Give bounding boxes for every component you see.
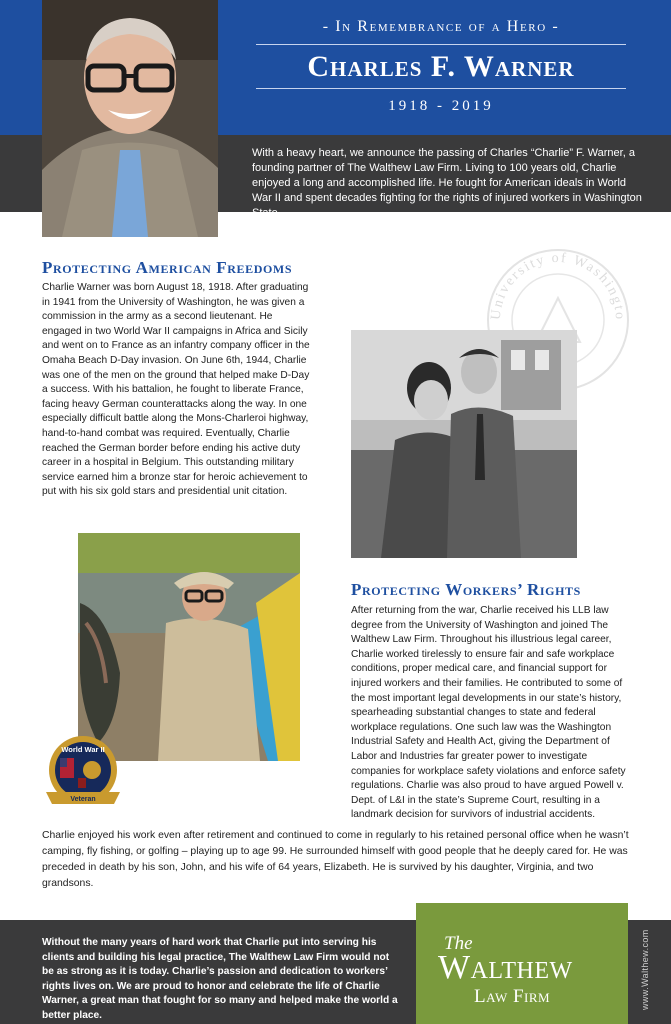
freedoms-paragraph: Charlie Warner was born August 18, 1918. After graduating in 1941 from the University of Washington, he was given a commission in the army as a second lieutenant. He engaged in two World War II campaigns in Africa and Sicily and went on to France as an infantry company officer in the Omaha Beach D-Day invasion. On June 6th, 1944, Charlie was one of the men on the ground that helped make D-Day a success. With his battalion, he fought to liberate France, facing heavy German counterattacks along the way. In one especially difficult battle along the Mons-Charleroi highway, hand-to-hand combat was required. Eventually, Charlie reached the German border before ending his active duty career in a hospital in Belgium. This outstanding military service earned him a bronze star for heroic achievement to put with his six gold stars and presidential unit citation. [42,282,310,498]
wwii-veteran-pin [40,730,126,816]
fishing-photo [78,533,300,761]
logo-law-firm-text: Law Firm [474,986,551,1007]
pin-ribbon-text: Veteran [70,796,96,803]
honoree-name: Charles F. Warner [307,50,575,83]
portrait-photo [42,0,218,237]
logo-walthew-text: Walthew [438,949,573,986]
remembrance-kicker: - In Remembrance of a Hero - [322,18,560,35]
closing-paragraph: Without the many years of hard work that Charlie put into serving his clients and building his legal practice, The Walthew Law Firm would not be as strong as it is today. Charlie’s passion and dedication to workers’ rights lives on. We are proud to honor and celebrate the life of Charlie Warner, a great man that fought for so many and helped make the world a better place. [42,937,398,1021]
logo-the-text: The [444,933,473,954]
header-rule-top [256,44,626,45]
pin-top-text: World War II [61,745,105,754]
header-rule-bottom [256,88,626,89]
life-years: 1918 - 2019 [388,98,494,114]
workers-paragraph: After returning from the war, Charlie received his LLB law degree from the University of Washington and joined The Walthew Law Firm. Throughout his illustrious legal career, Charlie worked tirelessly to ensure fair and safe workplace conditions, proper medical care, and financial support for injured workers and their families. He contributed to some of the most important legal developments in our state’s history, spearheading substantial changes to state and federal workplace regulations. One such law was the Washington Industrial Safety and Health Act, giving the Department of Labor and Industries far greater power to investigate companies for workplace safety violations and enforce safety regulations. Charlie was also proud to have argued Powell v. Dept. of L&I in the state’s Supreme Court, resulting in a landmark decision for survivors of industrial accidents. [351,605,626,821]
seal-text: University of Washingto [488,250,628,322]
website-url-link[interactable]: www.Walthew.com [640,929,650,1010]
wartime-couple-photo [351,330,577,558]
heading-workers-rights: Protecting Workers’ Rights [351,580,581,599]
intro-paragraph: With a heavy heart, we announce the passing of Charles “Charlie” F. Warner, a founding partner of The Walthew Law Firm. Living to 100 years old, Charlie enjoyed a long and accomplished life. He fought for American ideals in World War II and spent decades fighting for the rights of injured workers in Washington State. [252,147,642,219]
svg-text:University of Washington [484,246,627,321]
retirement-paragraph: Charlie enjoyed his work even after retirement and continued to come in regularly to his retained personal office when he wasn’t camping, fly fishing, or golfing – playing up to age 99. He surrounded himself with good people that he deeply cared for. He was preceded in death by his son, John, and his wife of 64 years, Elizabeth. He is survived by his daughter, Virginia, and two grandsons. [42,830,629,889]
heading-american-freedoms: Protecting American Freedoms [42,258,293,277]
firm-logo[interactable] [416,903,628,1024]
